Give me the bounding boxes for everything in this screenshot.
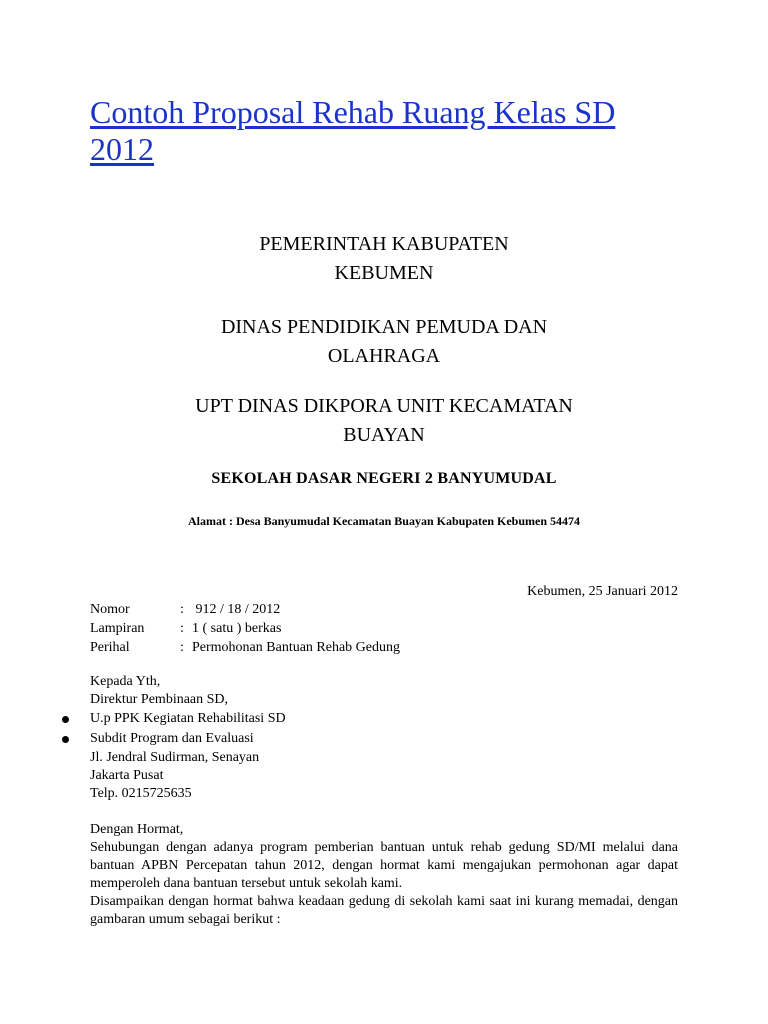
meta-label: Nomor	[90, 602, 130, 617]
meta-label: Perihal	[90, 640, 130, 655]
letter-paragraph-2: Disampaikan dengan hormat bahwa keadaan gedung di sekolah kami saat ini kurang memadai, dengan gambaran umum sebagai berikut :	[90, 894, 678, 927]
recipient-phone: Telp. 0215725635	[90, 786, 192, 801]
meta-value: 1 ( satu ) berkas	[192, 621, 282, 636]
letter-date: Kebumen, 25 Januari 2012	[527, 584, 678, 599]
recipient-name: Direktur Pembinaan SD,	[90, 692, 229, 707]
letterhead-government	[90, 230, 678, 288]
recipient-greeting: Kepada Yth,	[90, 674, 161, 689]
meta-label: Lampiran	[90, 621, 145, 636]
letterhead-unit-line1: UPT DINAS DIKPORA UNIT KECAMATAN	[195, 395, 573, 417]
recipient-block	[90, 673, 228, 709]
meta-separator: :	[180, 602, 184, 617]
letterhead-department	[90, 313, 678, 371]
school-address: Alamat : Desa Banyumudal Kecamatan Buayan Kabupaten Kebumen 54474	[187, 514, 581, 528]
letterhead-department-line2: OLAHRAGA	[327, 345, 441, 367]
meta-row-nomor	[90, 601, 400, 620]
recipient-address	[90, 749, 259, 803]
letter-body	[90, 821, 678, 929]
recipient-bullet-list	[62, 709, 286, 749]
letter-paragraph-1: Sehubungan dengan adanya program pemberian bantuan untuk rehab gedung SD/MI melalui dana bantuan APBN Percepatan tahun 2012, dengan hormat kami mengajukan permohonan agar dapat memperoleh dana bantuan tersebut untuk sekolah kami.	[90, 840, 678, 891]
bullet-icon	[62, 716, 69, 723]
letterhead-government-line2: KEBUMEN	[334, 262, 434, 284]
meta-row-perihal	[90, 639, 400, 658]
meta-row-lampiran	[90, 620, 400, 639]
list-item	[62, 709, 286, 729]
letter-salutation: Dengan Hormat,	[90, 822, 184, 837]
letterhead-unit	[90, 392, 678, 450]
letterhead-department-line1: DINAS PENDIDIKAN PEMUDA DAN	[220, 316, 548, 338]
letter-meta	[90, 601, 400, 658]
list-item	[62, 729, 286, 749]
meta-separator: :	[180, 621, 184, 636]
recipient-street: Jl. Jendral Sudirman, Senayan	[90, 750, 260, 765]
bullet-icon	[62, 736, 69, 743]
letterhead-unit-line2: BUAYAN	[343, 424, 425, 446]
bullet-text: Subdit Program dan Evaluasi	[90, 731, 254, 746]
bullet-text: U.p PPK Kegiatan Rehabilitasi SD	[90, 711, 286, 726]
meta-value: Permohonan Bantuan Rehab Gedung	[192, 640, 401, 655]
meta-separator: :	[180, 640, 184, 655]
letterhead-government-line1: PEMERINTAH KABUPATEN	[259, 233, 509, 255]
school-name: SEKOLAH DASAR NEGERI 2 BANYUMUDAL	[211, 470, 557, 487]
recipient-city: Jakarta Pusat	[90, 768, 164, 783]
meta-value: 912 / 18 / 2012	[192, 602, 281, 617]
document-title-link[interactable]: Contoh Proposal Rehab Ruang Kelas SD 2012	[90, 94, 616, 167]
